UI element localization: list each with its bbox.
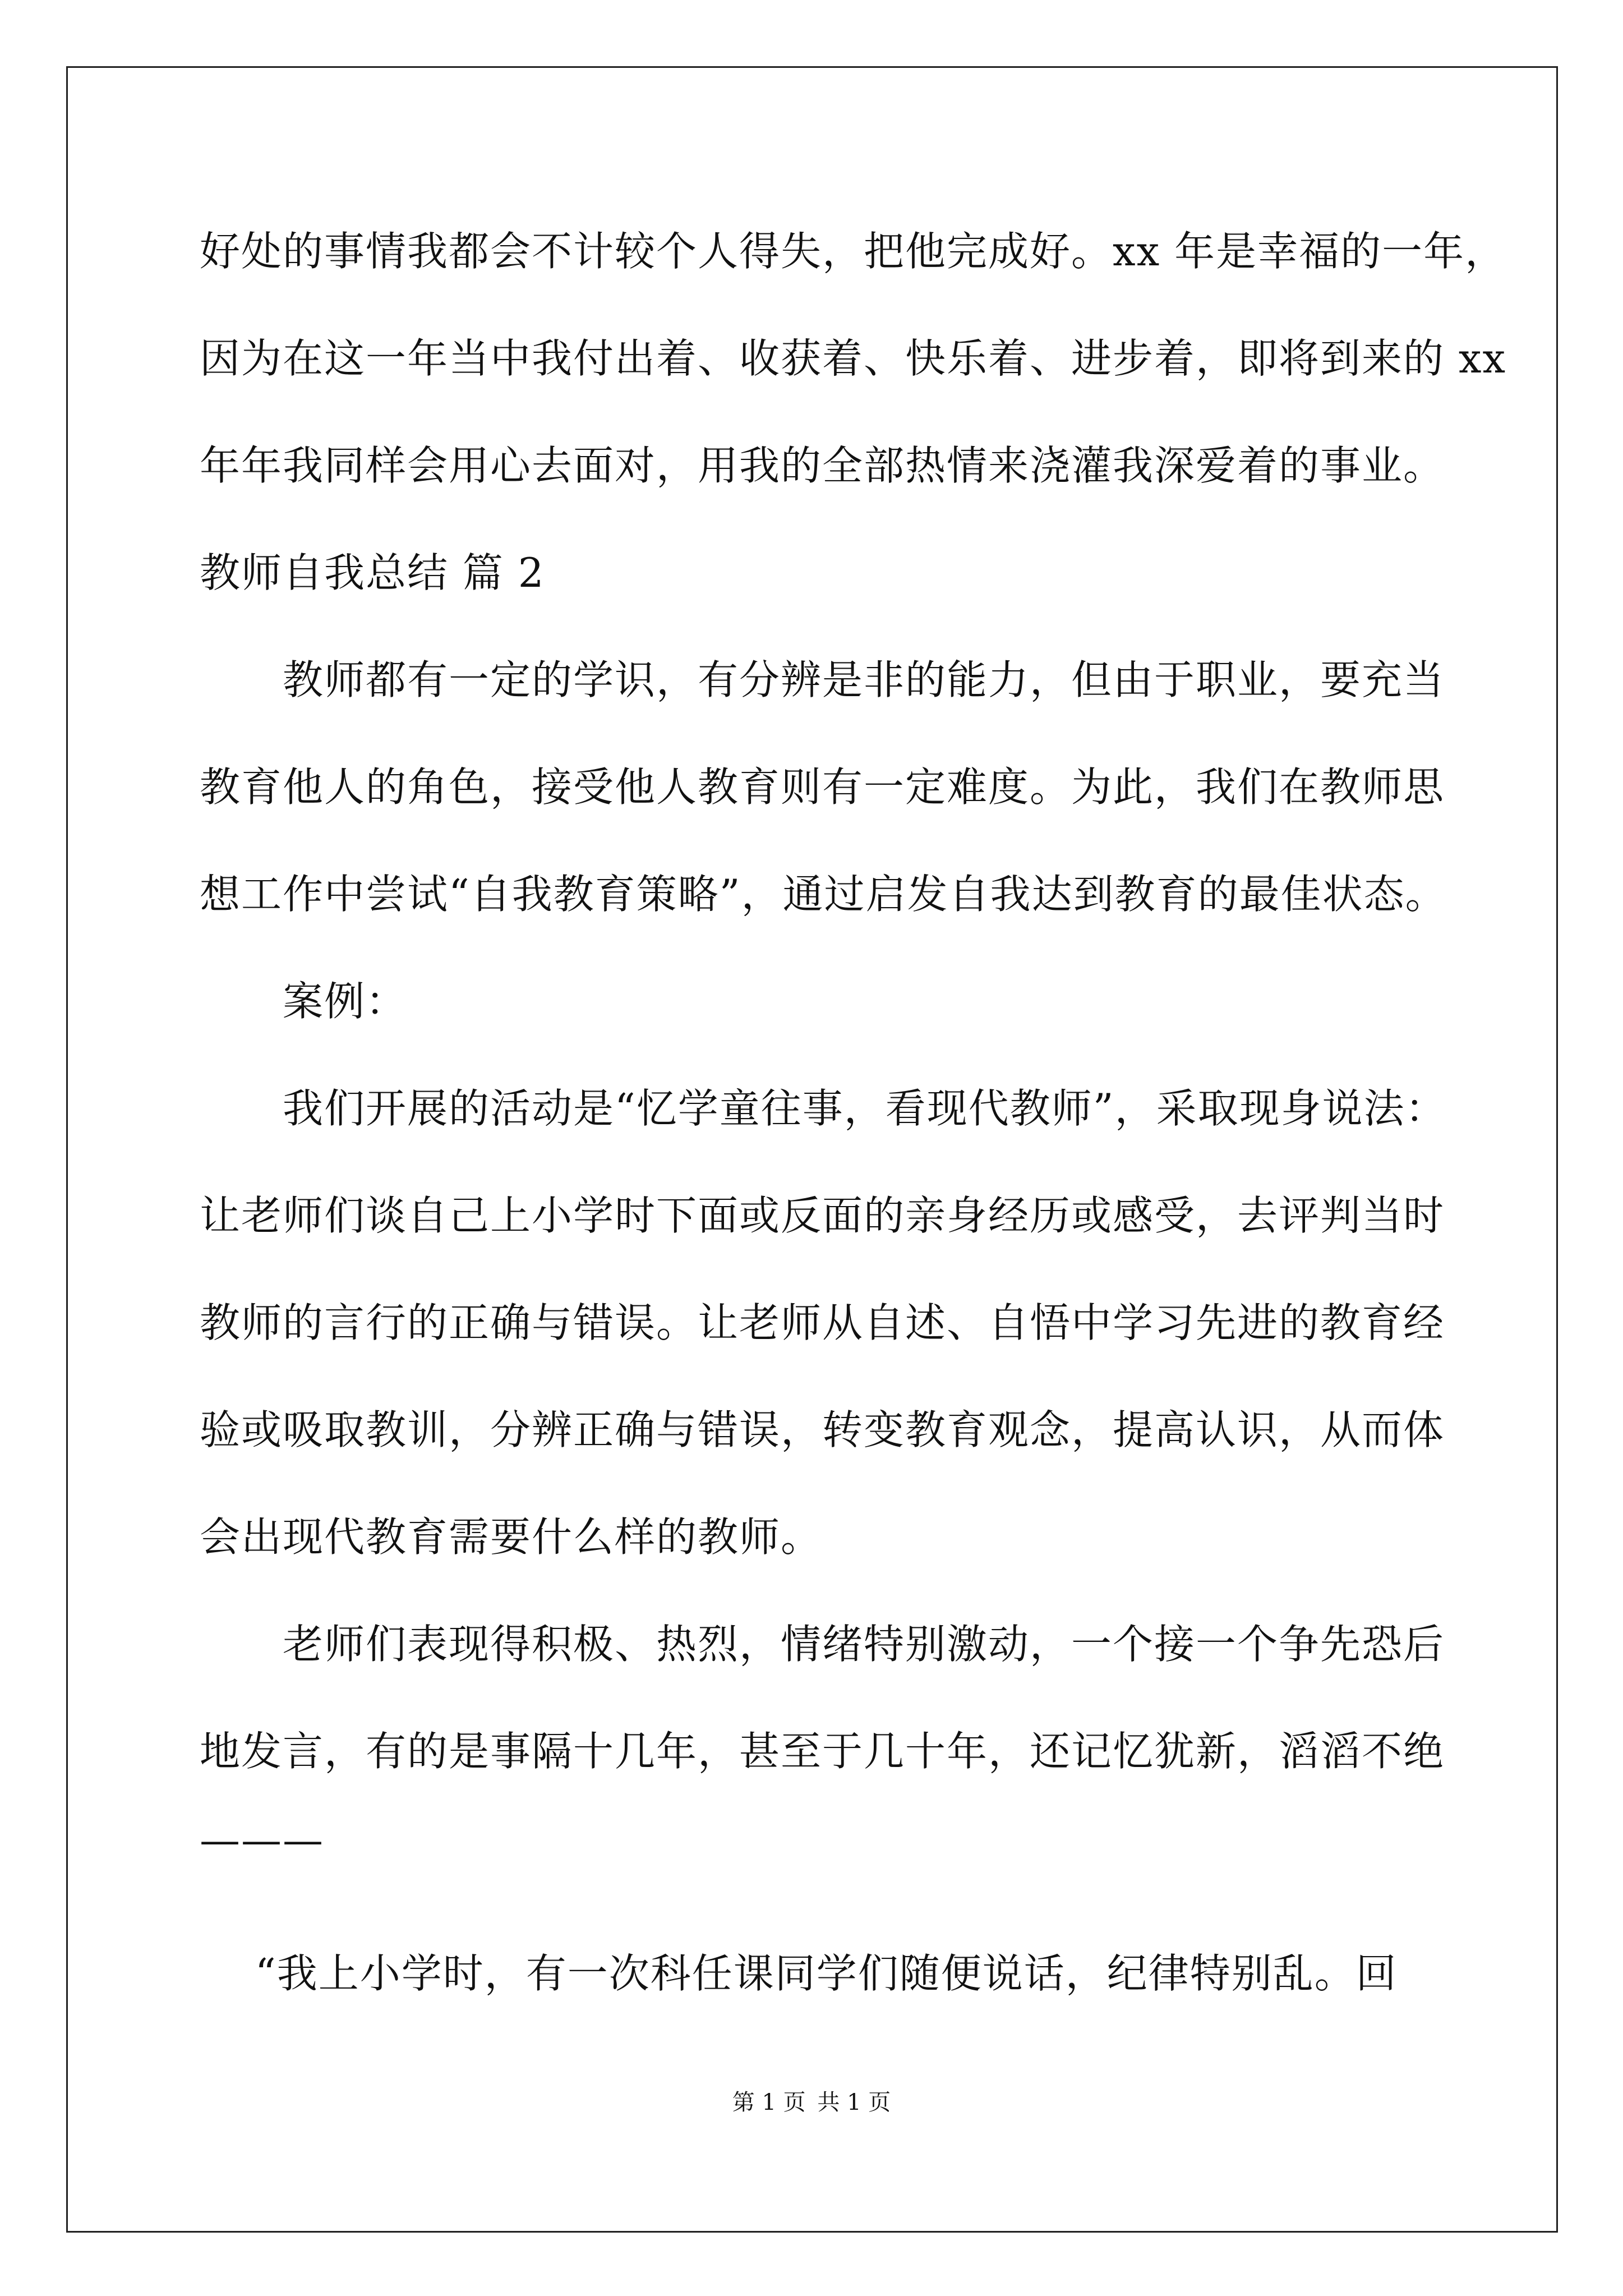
- text-line: 好处的事情我都会不计较个人得失，把他完成好。xx 年是幸福的一年，: [200, 228, 1507, 275]
- text-line: 地发言，有的是事隔十几年，甚至于几十年，还记忆犹新，滔滔不绝: [200, 1728, 1445, 1775]
- text-line: 教师的言行的正确与错误。让老师从自述、自悟中学习先进的教育经: [200, 1299, 1445, 1346]
- page-total: 共 1 页: [817, 2090, 891, 2115]
- text-line: 案例：: [200, 978, 408, 1025]
- text-line: 想工作中尝试“自我教育策略”，通过启发自我达到教育的最佳状态。: [200, 871, 1447, 918]
- text-line: ———: [200, 1816, 324, 1864]
- text-line: “我上小学时，有一次科任课同学们随便说话，纪律特别乱。回: [200, 1950, 1398, 1997]
- text-line: 老师们表现得积极、热烈，情绪特别激动，一个接一个争先恐后: [200, 1621, 1445, 1668]
- text-line: 会出现代教育需要什么样的教师。: [200, 1513, 823, 1561]
- text-line: 让老师们谈自己上小学时下面或反面的亲身经历或感受，去评判当时: [200, 1192, 1445, 1239]
- page-footer: [0, 2086, 1623, 2119]
- text-line: 验或吸取教训，分辨正确与错误，转变教育观念，提高认识，从而体: [200, 1406, 1445, 1453]
- text-line: 教育他人的角色，接受他人教育则有一定难度。为此，我们在教师思: [200, 763, 1445, 811]
- page-number: 第 1 页: [732, 2090, 806, 2115]
- section-heading: 教师自我总结 篇 2: [200, 549, 545, 596]
- page-border: [66, 66, 1558, 2233]
- text-line: 年年我同样会用心去面对，用我的全部热情来浇灌我深爱着的事业。: [200, 442, 1445, 489]
- text-line: 我们开展的活动是“忆学童往事，看现代教师”，采取现身说法：: [200, 1085, 1447, 1132]
- text-line: 教师都有一定的学识，有分辨是非的能力，但由于职业，要充当: [200, 656, 1445, 703]
- text-line: 因为在这一年当中我付出着、收获着、快乐着、进步着，即将到来的 xx: [200, 335, 1507, 382]
